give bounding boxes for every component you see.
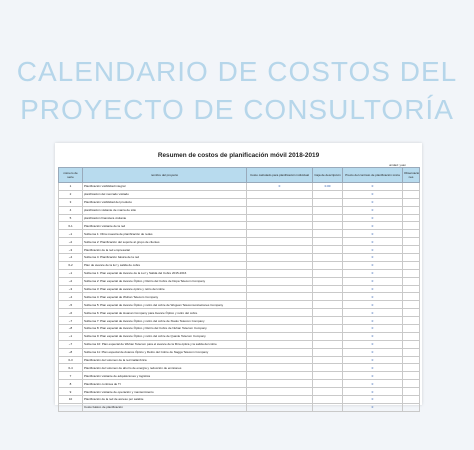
- cell-observations: [403, 198, 420, 206]
- cell-observations: [403, 348, 420, 356]
- cell-serial-number: 7: [59, 372, 83, 380]
- cell-serial-number: ~2: [59, 238, 83, 246]
- cell-serial-number: ~4: [59, 293, 83, 301]
- cell-calculated-cost: [247, 269, 313, 277]
- cell-observations: [403, 396, 420, 404]
- cell-observations: [403, 332, 420, 340]
- cell-calculated-cost: [247, 317, 313, 325]
- cell-serial-number: 6-2: [59, 261, 83, 269]
- table-row: [59, 309, 420, 317]
- cell-calculated-cost: 0: [247, 183, 313, 191]
- unit-label: unidad: yuan: [388, 163, 406, 167]
- table-row: [59, 230, 420, 238]
- table-row: [59, 190, 420, 198]
- cell-serial-number: ~1: [59, 230, 83, 238]
- cost-table: [58, 167, 420, 412]
- spreadsheet-preview: [55, 143, 422, 410]
- cell-contract-price: 0: [343, 222, 403, 230]
- table-row: [59, 269, 420, 277]
- cell-observations: [403, 317, 420, 325]
- cell-contract-price: 0: [343, 301, 403, 309]
- cell-observations: [403, 238, 420, 246]
- cell-calculated-cost: [247, 380, 313, 388]
- table-header-row: [59, 168, 420, 183]
- table-row: [59, 277, 420, 285]
- cell-description: [313, 380, 343, 388]
- cell-description: [313, 301, 343, 309]
- cell-project-name: Subtema 4: Plan especial de Wuhan Telecom Company: [83, 293, 247, 301]
- cell-contract-price: 0: [343, 325, 403, 333]
- cell-serial-number: 6-3: [59, 356, 83, 364]
- cell-observations: [403, 380, 420, 388]
- cell-serial-number: 6-4: [59, 364, 83, 372]
- cell-description: 0.00: [313, 183, 343, 191]
- table-row: [59, 396, 420, 404]
- cell-observations: [403, 277, 420, 285]
- cell-project-name: Subtema 1: Obra maestra de planificación de redes: [83, 230, 247, 238]
- cell-project-name: Planificación visitante de la red: [83, 222, 247, 230]
- cell-observations: [403, 356, 420, 364]
- cell-contract-price: 0: [343, 254, 403, 262]
- table-row: [59, 206, 420, 214]
- cell-serial-number: ~7: [59, 317, 83, 325]
- page-title-line-2: PROYECTO DE CONSULTORÍA: [20, 94, 454, 125]
- cell-description: [313, 364, 343, 372]
- cell-description: [313, 190, 343, 198]
- table-row: [59, 364, 420, 372]
- cell-observations: [403, 246, 420, 254]
- cell-description: [313, 388, 343, 396]
- cell-description: [313, 340, 343, 348]
- cell-project-name: Planificación visibilidad del producto: [83, 198, 247, 206]
- cell-calculated-cost: [247, 198, 313, 206]
- cell-observations: [403, 293, 420, 301]
- cell-serial-number: 5: [59, 214, 83, 222]
- cell-project-name: Subtema 1: Plan especial de Avance de la Luz y Salida del Cobre 2015-2016: [83, 269, 247, 277]
- cell-project-name: planificación visitante de marca de sitio: [83, 206, 247, 214]
- cell-description: [313, 277, 343, 285]
- cell-description: [313, 269, 343, 277]
- cell-calculated-cost: [247, 293, 313, 301]
- cell-project-name: Subtema 4: Planificación básica de la red: [83, 254, 247, 262]
- cell-description: [313, 230, 343, 238]
- table-row: [59, 317, 420, 325]
- cell-project-name: Subtema 9: Plan especial de Avance Óptico y retiro del cobre de Quanle Telecom Company: [83, 332, 247, 340]
- cell-serial-number: 1: [59, 183, 83, 191]
- cell-description: [313, 206, 343, 214]
- cell-calculated-cost: [247, 372, 313, 380]
- cell-observations: [403, 254, 420, 262]
- cell-calculated-cost: [247, 285, 313, 293]
- cell-contract-price: 0: [343, 340, 403, 348]
- cell-description: [313, 285, 343, 293]
- cell-observations: [403, 301, 420, 309]
- cell-observations: [403, 214, 420, 222]
- cell-calculated-cost: [247, 403, 313, 411]
- table-row: [59, 332, 420, 340]
- cell-project-name: Subtema 8: Plan especial de Avance Óptico y Retiro del Cobre de Nuhan Telecom Company: [83, 325, 247, 333]
- cell-description: [313, 403, 343, 411]
- table-row: [59, 254, 420, 262]
- cell-observations: [403, 388, 420, 396]
- table-row: [59, 183, 420, 191]
- cell-observations: [403, 403, 420, 411]
- cell-serial-number: 8: [59, 380, 83, 388]
- cell-contract-price: 0: [343, 372, 403, 380]
- cell-observations: [403, 206, 420, 214]
- cell-observations: [403, 222, 420, 230]
- cell-project-name: Subtema 2: Planificación del soporte al grupo de clientes: [83, 238, 247, 246]
- cell-calculated-cost: [247, 332, 313, 340]
- cell-project-name: Plan de avance de la luz y salida de cobre: [83, 261, 247, 269]
- cell-contract-price: 0: [343, 309, 403, 317]
- cell-calculated-cost: [247, 238, 313, 246]
- cell-contract-price: 0: [343, 261, 403, 269]
- sheet-title: Resumen de costos de planificación móvil 2018-2019: [157, 152, 320, 159]
- cell-serial-number: ~7: [59, 340, 83, 348]
- cell-project-name: Subtema 2: Plan especial de Avance Óptico y Retiro del Cobre de Dopa Telecom Company: [83, 277, 247, 285]
- table-row: [59, 198, 420, 206]
- cell-observations: [403, 372, 420, 380]
- cell-serial-number: 9: [59, 388, 83, 396]
- cell-project-name: Planificación de la red empresarial: [83, 246, 247, 254]
- cell-contract-price: 0: [343, 332, 403, 340]
- cell-serial-number: ~1: [59, 332, 83, 340]
- cell-description: [313, 293, 343, 301]
- cell-project-name: Subtema 7: Plan especial de Avance Óptico y retiro del cobre de Xiaolo Telecom Company: [83, 317, 247, 325]
- table-row: [59, 301, 420, 309]
- cell-calculated-cost: [247, 348, 313, 356]
- cell-calculated-cost: [247, 356, 313, 364]
- cell-observations: [403, 285, 420, 293]
- cell-contract-price: 0: [343, 388, 403, 396]
- cell-contract-price: 0: [343, 206, 403, 214]
- table-row: [59, 261, 420, 269]
- cell-contract-price: 0: [343, 380, 403, 388]
- table-row: [59, 214, 420, 222]
- table-row: [59, 222, 420, 230]
- table-row: [59, 246, 420, 254]
- cell-description: [313, 356, 343, 364]
- cell-serial-number: ~6: [59, 309, 83, 317]
- cell-serial-number: 10: [59, 396, 83, 404]
- cell-project-name: Subtema 5: Plan especial de Avance Óptico y retiro del cobre de Wuguan Telecomunicaciones Company: [83, 301, 247, 309]
- cell-serial-number: ~2: [59, 277, 83, 285]
- table-row: [59, 325, 420, 333]
- cell-serial-number: ~1: [59, 269, 83, 277]
- cell-project-name: planificación del mercado visitado: [83, 190, 247, 198]
- cell-observations: [403, 340, 420, 348]
- cell-observations: [403, 230, 420, 238]
- cell-calculated-cost: [247, 261, 313, 269]
- table-row: [59, 356, 420, 364]
- cell-serial-number: ~4: [59, 254, 83, 262]
- cell-calculated-cost: [247, 388, 313, 396]
- cell-project-name: Costo básico de planificación: [83, 403, 247, 411]
- cell-observations: [403, 190, 420, 198]
- cell-serial-number: 3: [59, 198, 83, 206]
- header-serial-number: número de serie: [59, 168, 83, 183]
- cell-description: [313, 246, 343, 254]
- cell-calculated-cost: [247, 364, 313, 372]
- cell-description: [313, 372, 343, 380]
- cell-description: [313, 261, 343, 269]
- cell-contract-price: 0: [343, 269, 403, 277]
- cell-contract-price: 0: [343, 285, 403, 293]
- cell-contract-price: 0: [343, 183, 403, 191]
- table-row: [59, 348, 420, 356]
- page-title-line-1: CALENDARIO DE COSTOS DEL: [16, 56, 458, 87]
- table-row: [59, 380, 420, 388]
- table-row: [59, 285, 420, 293]
- cell-serial-number: ~5: [59, 301, 83, 309]
- cell-description: [313, 396, 343, 404]
- cell-description: [313, 214, 343, 222]
- cell-calculated-cost: [247, 396, 313, 404]
- cell-project-name: Planificación del volumen de la red inalámbrica: [83, 356, 247, 364]
- cell-contract-price: 0: [343, 246, 403, 254]
- cell-description: [313, 222, 343, 230]
- cell-serial-number: ~3: [59, 285, 83, 293]
- cell-calculated-cost: [247, 206, 313, 214]
- cell-project-name: Planificación del volumen de ahorro de energía y reducción de emisiones: [83, 364, 247, 372]
- cell-description: [313, 309, 343, 317]
- cell-contract-price: 0: [343, 396, 403, 404]
- header-contract-price: Precio del contrato de planificación única: [343, 168, 403, 183]
- cell-calculated-cost: [247, 222, 313, 230]
- table-row: [59, 403, 420, 411]
- cell-observations: [403, 309, 420, 317]
- cell-serial-number: ~3: [59, 246, 83, 254]
- cell-calculated-cost: [247, 277, 313, 285]
- cell-calculated-cost: [247, 214, 313, 222]
- cell-contract-price: 0: [343, 230, 403, 238]
- table-row: [59, 388, 420, 396]
- cell-contract-price: 0: [343, 403, 403, 411]
- cell-description: [313, 198, 343, 206]
- cell-project-name: Subtema 10: Plan especial de Wuhan Telecom para el avance de la fibra óptica y la salida del cobre: [83, 340, 247, 348]
- cell-project-name: Planificación visitante de adquisiciones y logística: [83, 372, 247, 380]
- cell-calculated-cost: [247, 254, 313, 262]
- cell-observations: [403, 325, 420, 333]
- cell-description: [313, 325, 343, 333]
- cell-project-name: Planificación visitante de operación y mantenimiento: [83, 388, 247, 396]
- header-observations: Observacio nes: [403, 168, 420, 183]
- cell-calculated-cost: [247, 301, 313, 309]
- cell-project-name: Subtema 3: Plan especial de avance óptico y retiro del cobre: [83, 285, 247, 293]
- cell-serial-number: 2: [59, 190, 83, 198]
- table-row: [59, 372, 420, 380]
- cell-description: [313, 317, 343, 325]
- cell-serial-number: [59, 403, 83, 411]
- cell-contract-price: 0: [343, 238, 403, 246]
- cell-contract-price: 0: [343, 293, 403, 301]
- cell-project-name: Planificación visibilidad integral: [83, 183, 247, 191]
- header-project-name: nombre del proyecto: [83, 168, 247, 183]
- cell-calculated-cost: [247, 340, 313, 348]
- cell-description: [313, 348, 343, 356]
- cell-contract-price: 0: [343, 214, 403, 222]
- cell-description: [313, 254, 343, 262]
- cell-project-name: Subtema 6: Plan especial de Huanan Company para Avance Óptico y retiro del cobre: [83, 309, 247, 317]
- cell-serial-number: 6-1: [59, 222, 83, 230]
- cell-description: [313, 332, 343, 340]
- cell-project-name: Planificación de la red de acceso por satélite: [83, 396, 247, 404]
- cell-serial-number: 4: [59, 206, 83, 214]
- table-row: [59, 340, 420, 348]
- cell-contract-price: 0: [343, 317, 403, 325]
- cell-observations: [403, 183, 420, 191]
- cell-serial-number: ~8: [59, 325, 83, 333]
- cell-observations: [403, 364, 420, 372]
- cell-observations: [403, 269, 420, 277]
- cell-calculated-cost: [247, 190, 313, 198]
- cell-contract-price: 0: [343, 364, 403, 372]
- cell-contract-price: 0: [343, 198, 403, 206]
- cell-project-name: planificación financiera visitante: [83, 214, 247, 222]
- cell-calculated-cost: [247, 309, 313, 317]
- cell-contract-price: 0: [343, 348, 403, 356]
- table-row: [59, 293, 420, 301]
- cell-observations: [403, 261, 420, 269]
- cell-calculated-cost: [247, 230, 313, 238]
- cell-project-name: Subtema 11: Plan especial de Avance Óptico y Retiro del Cobre de Nagga Telecom Company: [83, 348, 247, 356]
- cell-contract-price: 0: [343, 277, 403, 285]
- cell-contract-price: 0: [343, 356, 403, 364]
- cell-serial-number: ~8: [59, 348, 83, 356]
- cell-project-name: Planificación continua de TI: [83, 380, 247, 388]
- cell-contract-price: 0: [343, 190, 403, 198]
- cell-description: [313, 238, 343, 246]
- header-description-box: Caja de descripción: [313, 168, 343, 183]
- cell-calculated-cost: [247, 246, 313, 254]
- header-calculated-cost: Costo calculado para planificación individual: [247, 168, 313, 183]
- cell-calculated-cost: [247, 325, 313, 333]
- table-row: [59, 238, 420, 246]
